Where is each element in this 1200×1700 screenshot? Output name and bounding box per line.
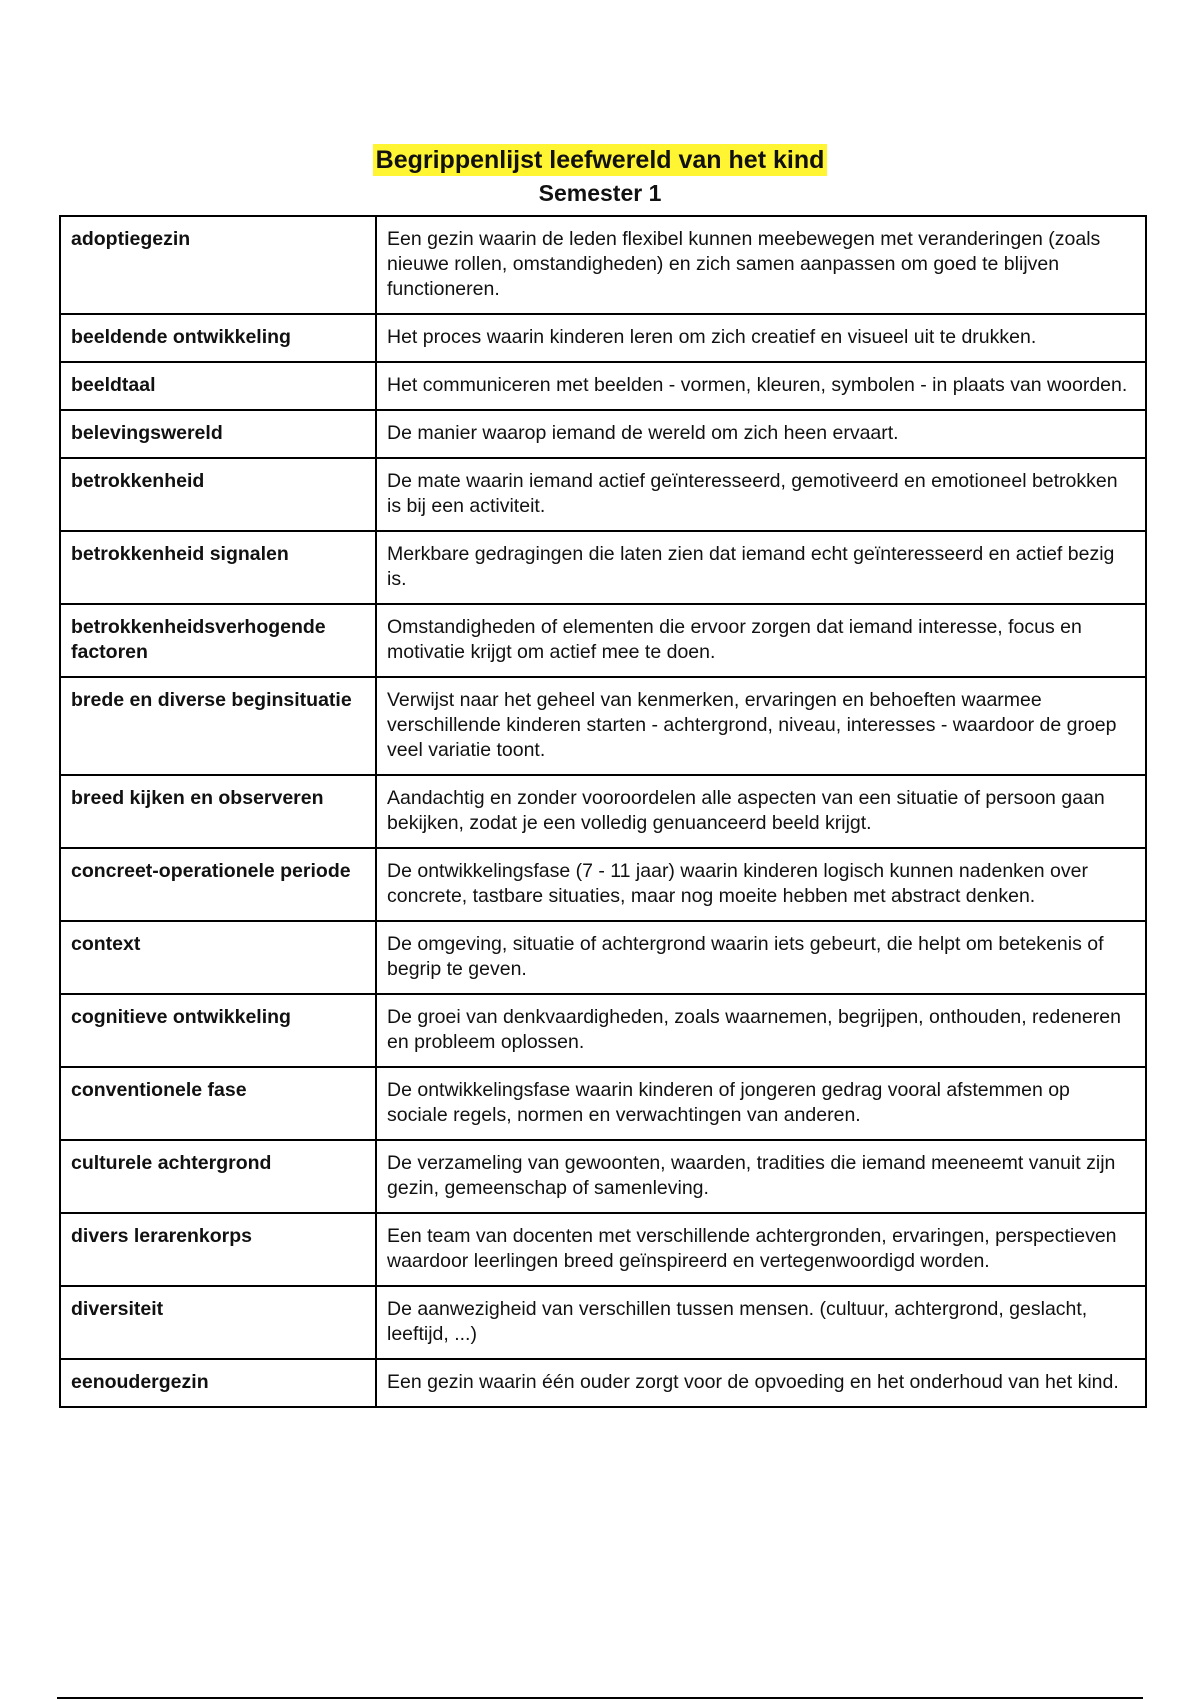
glossary-term: belevingswereld [60,410,376,458]
glossary-term: brede en diverse beginsituatie [60,677,376,775]
glossary-definition: De manier waarop iemand de wereld om zich heen ervaart. [376,410,1146,458]
glossary-row [60,1213,1146,1286]
glossary-term: adoptiegezin [60,216,376,314]
glossary-row [60,994,1146,1067]
page-header [0,144,1200,210]
glossary-row [60,1067,1146,1140]
glossary-row [60,531,1146,604]
glossary-row [60,458,1146,531]
glossary-definition: Een team van docenten met verschillende achtergronden, ervaringen, perspectieven waardoor leerlingen breed geïnspireerd en vertegenwoordigd worden. [376,1213,1146,1286]
glossary-term: context [60,921,376,994]
glossary-term: concreet-operationele periode [60,848,376,921]
glossary-definition: Omstandigheden of elementen die ervoor zorgen dat iemand interesse, focus en motivatie krijgt om actief mee te doen. [376,604,1146,677]
glossary-definition: De aanwezigheid van verschillen tussen mensen. (cultuur, achtergrond, geslacht, leeftijd, ...) [376,1286,1146,1359]
glossary-body [60,216,1146,1407]
glossary-definition: De ontwikkelingsfase (7 - 11 jaar) waarin kinderen logisch kunnen nadenken over concrete, tastbare situaties, maar nog moeite hebben met abstract denken. [376,848,1146,921]
glossary-term: beeldende ontwikkeling [60,314,376,362]
glossary-definition: De omgeving, situatie of achtergrond waarin iets gebeurt, die helpt om betekenis of begrip te geven. [376,921,1146,994]
document-title: Begrippenlijst leefwereld van het kind [373,144,828,176]
glossary-definition: De mate waarin iemand actief geïnteresseerd, gemotiveerd en emotioneel betrokken is bij een activiteit. [376,458,1146,531]
glossary-definition: Merkbare gedragingen die laten zien dat iemand echt geïnteresseerd en actief bezig is. [376,531,1146,604]
glossary-table [59,215,1147,1408]
glossary-term: cognitieve ontwikkeling [60,994,376,1067]
glossary-definition: Verwijst naar het geheel van kenmerken, ervaringen en behoeften waarmee verschillende kinderen starten - achtergrond, niveau, interesses - waardoor de groep veel variatie toont. [376,677,1146,775]
glossary-term: diversiteit [60,1286,376,1359]
glossary-term: beeldtaal [60,362,376,410]
glossary-definition: De ontwikkelingsfase waarin kinderen of jongeren gedrag vooral afstemmen op sociale regels, normen en verwachtingen van anderen. [376,1067,1146,1140]
glossary-term: conventionele fase [60,1067,376,1140]
glossary-row [60,1359,1146,1407]
glossary-term: betrokkenheid [60,458,376,531]
glossary-definition: De verzameling van gewoonten, waarden, tradities die iemand meeneemt vanuit zijn gezin, gemeenschap of samenleving. [376,1140,1146,1213]
glossary-definition: Aandachtig en zonder vooroordelen alle aspecten van een situatie of persoon gaan bekijken, zodat je een volledig genuanceerd beeld krijgt. [376,775,1146,848]
glossary-row [60,677,1146,775]
glossary-row [60,1286,1146,1359]
glossary-row [60,775,1146,848]
glossary-row [60,1140,1146,1213]
glossary-row [60,848,1146,921]
glossary-definition: Een gezin waarin de leden flexibel kunnen meebewegen met veranderingen (zoals nieuwe rollen, omstandigheden) en zich samen aanpassen om goed te blijven functioneren. [376,216,1146,314]
glossary-row [60,216,1146,314]
glossary-definition: De groei van denkvaardigheden, zoals waarnemen, begrijpen, onthouden, redeneren en probleem oplossen. [376,994,1146,1067]
document-subtitle: Semester 1 [538,180,662,206]
glossary-term: eenoudergezin [60,1359,376,1407]
footer-divider [57,1697,1143,1699]
glossary-row [60,314,1146,362]
glossary-term: culturele achtergrond [60,1140,376,1213]
glossary-term: betrokkenheidsverhogende factoren [60,604,376,677]
glossary-row [60,921,1146,994]
glossary-definition: Het communiceren met beelden - vormen, kleuren, symbolen - in plaats van woorden. [376,362,1146,410]
glossary-row [60,604,1146,677]
glossary-definition: Een gezin waarin één ouder zorgt voor de opvoeding en het onderhoud van het kind. [376,1359,1146,1407]
glossary-term: betrokkenheid signalen [60,531,376,604]
glossary-row [60,410,1146,458]
glossary-definition: Het proces waarin kinderen leren om zich creatief en visueel uit te drukken. [376,314,1146,362]
glossary-term: breed kijken en observeren [60,775,376,848]
glossary-row [60,362,1146,410]
glossary-term: divers lerarenkorps [60,1213,376,1286]
